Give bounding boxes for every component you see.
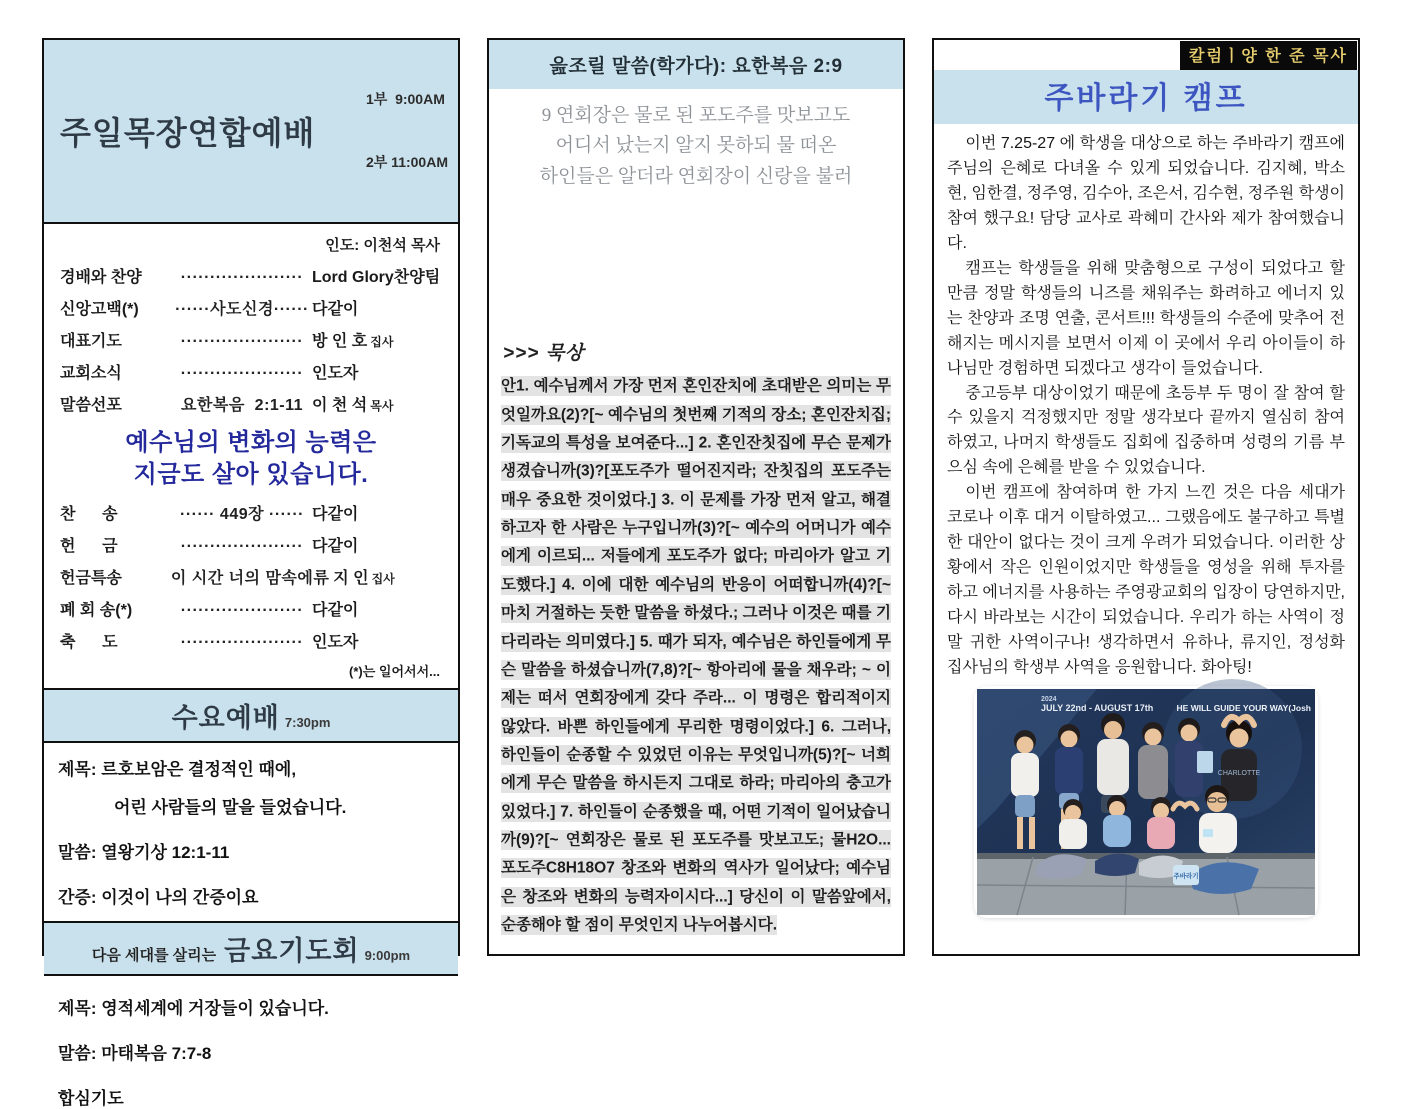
friday-prayer-body bbox=[44, 976, 458, 1109]
verse-line3: 하인들은 알더라 연회장이 신랑을 불러 bbox=[539, 165, 853, 187]
service-times bbox=[366, 47, 448, 215]
photo-dates-text: JULY 22nd - AUGUST 17th bbox=[1041, 702, 1154, 713]
wednesday-worship-band bbox=[44, 688, 458, 743]
recitation-header: 읊조릴 말씀(학가다): 요한복음 2:9 bbox=[489, 40, 903, 89]
article-paragraph-4: 이번 캠프에 참여하며 한 가지 느낀 것은 다음 세대가 코로나 이후 대거 이탈하였고... 그랬음에도 불구하고 특별한 대안이 없다는 것이 크게 우려가 되었습니다. 이러한 상황에서 작은 인원이었지만 학생들을 영성을 위해 투자를 하고 에너지를 사용하는 주영광교회의 입장이 당연하지만, 다시 바라보는 시간이 되었습니다. 우리가 하는 사역이 정말 귀한 사역이구나! 생각하면서 유하나, 류지인, 정성화 집사님의 학생부 사역을 응원합니다. 화아팅! bbox=[947, 484, 1345, 677]
wednesday-worship-time: 7:30pm bbox=[284, 714, 331, 730]
sunday-worship-title: 주일목장연합예배 bbox=[60, 115, 316, 151]
sermon-title-line2: 지금도 살아 있습니다. bbox=[133, 461, 369, 489]
worship-leader: 인도: 이천석 목사 bbox=[325, 237, 440, 254]
order-person-role: 집사 bbox=[370, 335, 394, 349]
blank-space bbox=[489, 196, 903, 338]
order-row-closing-song bbox=[60, 597, 442, 620]
column-title: 주바라기 캠프 bbox=[1044, 82, 1248, 115]
order-dots: ······사도신경······ bbox=[175, 301, 309, 318]
order-person-role: 집사 bbox=[371, 571, 395, 586]
meditation-text-block bbox=[489, 373, 903, 954]
wednesday-worship-body bbox=[44, 743, 458, 908]
meditation-text: 안1. 예수님께서 가장 먼저 혼인잔치에 초대받은 의미는 무엇일까요(2)?[~ 예수님의 첫번째 기적의 장소; 혼인잔치집; 기독교의 특성을 보여준다...] 2. 혼인잔칫집에 무슨 문제가 생겼습니까(3)?[포도주가 떨어진지라; 잔칫집의 포도주는 매우 중요한 것이었다.] 3. 이 문제를 가장 먼저 알고, 해결하고자 한 사람은 누구입니까(3)?[~ 예수의 어머니가 예수에게 이르되... 저들에게 포도주가 없다; 마리아가 알고 기도했다.] 4. 이에 대한 예수님의 반응이 어떠합니까(4)?[~ 마치 거절하는 듯한 말씀을 하셨다.; 그러나 이것은 때를 기다리라는 의미였다.] 5. 때가 되자, 예수님은 하인들에게 무슨 말씀을 하셨습니까(7,8)?[~ 항아리에 물을 채우라; ~ 이제는 떠서 연회장에게 갖다 주라... 이 명령은 합리적이지 않았다. 바쁜 하인들에게 무리한 명령이었다.] 6. 그러나, 하인들이 순종할 수 있었던 이유는 무엇입니까(5)?[~ 너희에게 무슨 말씀을 하시든지 그대로 하라; 마리아의 충고가 있었다.] 7. 하인들이 순종했을 때, 어떤 기적이 일어났습니까(9)?[~ 연회장은 물로 된 포도주를 맛보고도; 물H2O... 포도주C8H18O7 창조와 변화의 역사가 일어났다; 예수님은 창조와 변화의 능력자이시다...] 당신이 이 말씀앞에서, 순종해야 할 점이 무엇인지 나누어봅시다. bbox=[501, 377, 891, 934]
friday-sermon-title: 제목: 영적세계에 거장들이 있습니다. bbox=[58, 998, 329, 1018]
sunday-worship-panel bbox=[42, 38, 460, 1108]
order-row-offering bbox=[60, 533, 442, 556]
order-row-offering-special bbox=[60, 565, 442, 588]
verse-line1: 9 연회장은 물로 된 포도주를 맛보고도 bbox=[541, 105, 851, 126]
wednesday-sermon-title-line1: 제목: 르호보암은 결정적인 때에, bbox=[58, 759, 297, 779]
order-label: 찬 송 bbox=[60, 505, 118, 523]
friday-prayer-band bbox=[44, 921, 458, 976]
sermon-title bbox=[60, 427, 442, 492]
scripture-meditation-panel bbox=[487, 38, 905, 956]
order-label: 경배와 찬양 bbox=[60, 269, 142, 286]
friday-scripture: 말씀: 마태복음 7:7-8 bbox=[58, 1043, 212, 1063]
camp-group-photo bbox=[977, 689, 1315, 915]
order-scripture: 요한복음 2:1-11 bbox=[180, 397, 304, 414]
order-row-creed bbox=[60, 296, 442, 319]
order-person: 다같이 bbox=[312, 505, 359, 523]
order-dots: ····················· bbox=[180, 601, 304, 619]
order-label: 신앙고백(*) bbox=[60, 301, 139, 318]
verse-line2: 어디서 났는지 알지 못하되 물 떠온 bbox=[555, 135, 837, 157]
service-time-2: 2부 11:00AM bbox=[365, 154, 448, 170]
camp-photo-illustration bbox=[977, 689, 1315, 915]
svg-text:CHARLOTTE: CHARLOTTE bbox=[1217, 769, 1261, 777]
article-paragraph-2: 캠프는 학생들을 위해 맞춤형으로 구성이 되었다고 할 만큼 정말 학생들의 니즈를 채워주는 화려하고 에너지 있는 찬양과 조명 연출, 콘서트!!! 학생들의 수준에 맞추어 전해지는 메시지를 보면서 이제 이 곳에서 우리 아이들이 하나님만 경험하면 되겠다고 생각이 들었습니다. bbox=[947, 259, 1345, 377]
order-label: 헌 금 bbox=[60, 537, 118, 555]
order-person: 이 천 석 bbox=[312, 397, 368, 414]
friday-prayer-time: 9:00pm bbox=[364, 947, 411, 963]
order-dots: ····················· bbox=[180, 333, 304, 350]
order-dots: ····················· bbox=[180, 365, 304, 382]
friday-prayer-subtitle: 다음 세대를 살리는 bbox=[91, 946, 217, 964]
wednesday-worship-title: 수요예배 bbox=[171, 702, 280, 733]
article-paragraph-1: 이번 7.25-27 에 학생을 대상으로 하는 주바라기 캠프에 주님의 은혜로 다녀올 수 있게 되었습니다. 김지혜, 박소현, 임한결, 정주영, 김수아, 조은서, 김수현, 정주원 학생이 참여 했구요! 담당 교사로 곽혜미 간사와 제가 참여했습니다. bbox=[947, 135, 1345, 252]
order-person-role: 목사 bbox=[370, 399, 394, 413]
sunday-order-body bbox=[44, 224, 458, 680]
order-person: 다같이 bbox=[312, 601, 359, 619]
column-article bbox=[934, 124, 1358, 683]
order-person: Lord Glory찬양팀 bbox=[312, 269, 441, 286]
friday-prayer-title: 금요기도회 bbox=[224, 935, 360, 966]
order-label: 축 도 bbox=[60, 633, 118, 651]
camp-photo-wrapper bbox=[934, 683, 1358, 921]
order-person: 인도자 bbox=[312, 365, 359, 382]
order-row-sermon bbox=[60, 392, 442, 415]
order-hymn-number: ······ 449장 ······ bbox=[180, 505, 304, 523]
friday-united-prayer: 합심기도 bbox=[58, 1088, 124, 1108]
order-dots: ····················· bbox=[180, 633, 304, 651]
order-row-prayer bbox=[60, 328, 442, 351]
order-person: 류 지 인 bbox=[313, 569, 369, 587]
standing-note: (*)는 일어서서... bbox=[349, 663, 440, 679]
sunday-worship-header bbox=[44, 40, 458, 224]
order-label: 말씀선포 bbox=[60, 397, 122, 414]
pastor-column-panel bbox=[932, 38, 1360, 956]
order-dots: ····················· bbox=[180, 269, 304, 286]
scripture-verse bbox=[489, 89, 903, 196]
photo-slogan-text: HE WILL GUIDE YOUR WAY(Josh bbox=[1176, 702, 1311, 713]
wednesday-scripture: 말씀: 열왕기상 12:1-11 bbox=[58, 842, 230, 862]
order-row-praise bbox=[60, 264, 442, 287]
photo-year-text: 2024 bbox=[1041, 695, 1057, 703]
article-paragraph-3: 중고등부 대상이었기 때문에 초등부 두 명이 잘 참여 할 수 있을지 걱정했지만 정말 생각보다 끝까지 열심히 참여하였고, 나머지 학생들도 집회에 집중하며 성령의 기름 부으심 속에 은혜를 받을 수 있었습니다. bbox=[947, 384, 1345, 477]
order-person: 다같이 bbox=[312, 537, 359, 555]
order-label: 헌금특송 bbox=[60, 569, 122, 587]
order-song-title: 이 시간 너의 맘속에 bbox=[170, 569, 314, 587]
column-badge-row bbox=[934, 40, 1358, 70]
order-person: 방 인 호 bbox=[312, 333, 368, 350]
column-title-band bbox=[934, 70, 1358, 124]
wednesday-testimony: 간증: 이것이 나의 간증이요 bbox=[58, 887, 259, 907]
order-person: 인도자 bbox=[312, 633, 359, 651]
order-person: 다같이 bbox=[312, 301, 359, 318]
order-row-benediction bbox=[60, 629, 442, 652]
order-row-news bbox=[60, 360, 442, 383]
order-label: 폐 회 송(*) bbox=[60, 601, 133, 619]
order-row-hymn bbox=[60, 501, 442, 524]
wednesday-sermon-title-line2: 어린 사람들의 말을 들었습니다. bbox=[114, 797, 347, 817]
order-dots: ····················· bbox=[180, 537, 304, 555]
service-time-1: 1부 9:00AM bbox=[365, 91, 445, 107]
sermon-title-line1: 예수님의 변화의 능력은 bbox=[125, 429, 377, 456]
column-author-badge: 칼럼ㅣ양 한 준 목사 bbox=[1180, 41, 1357, 70]
meditation-heading: >>> 묵상 bbox=[503, 342, 585, 364]
svg-text:주바라기: 주바라기 bbox=[1173, 872, 1199, 880]
order-label: 교회소식 bbox=[60, 365, 122, 382]
order-label: 대표기도 bbox=[60, 333, 122, 350]
